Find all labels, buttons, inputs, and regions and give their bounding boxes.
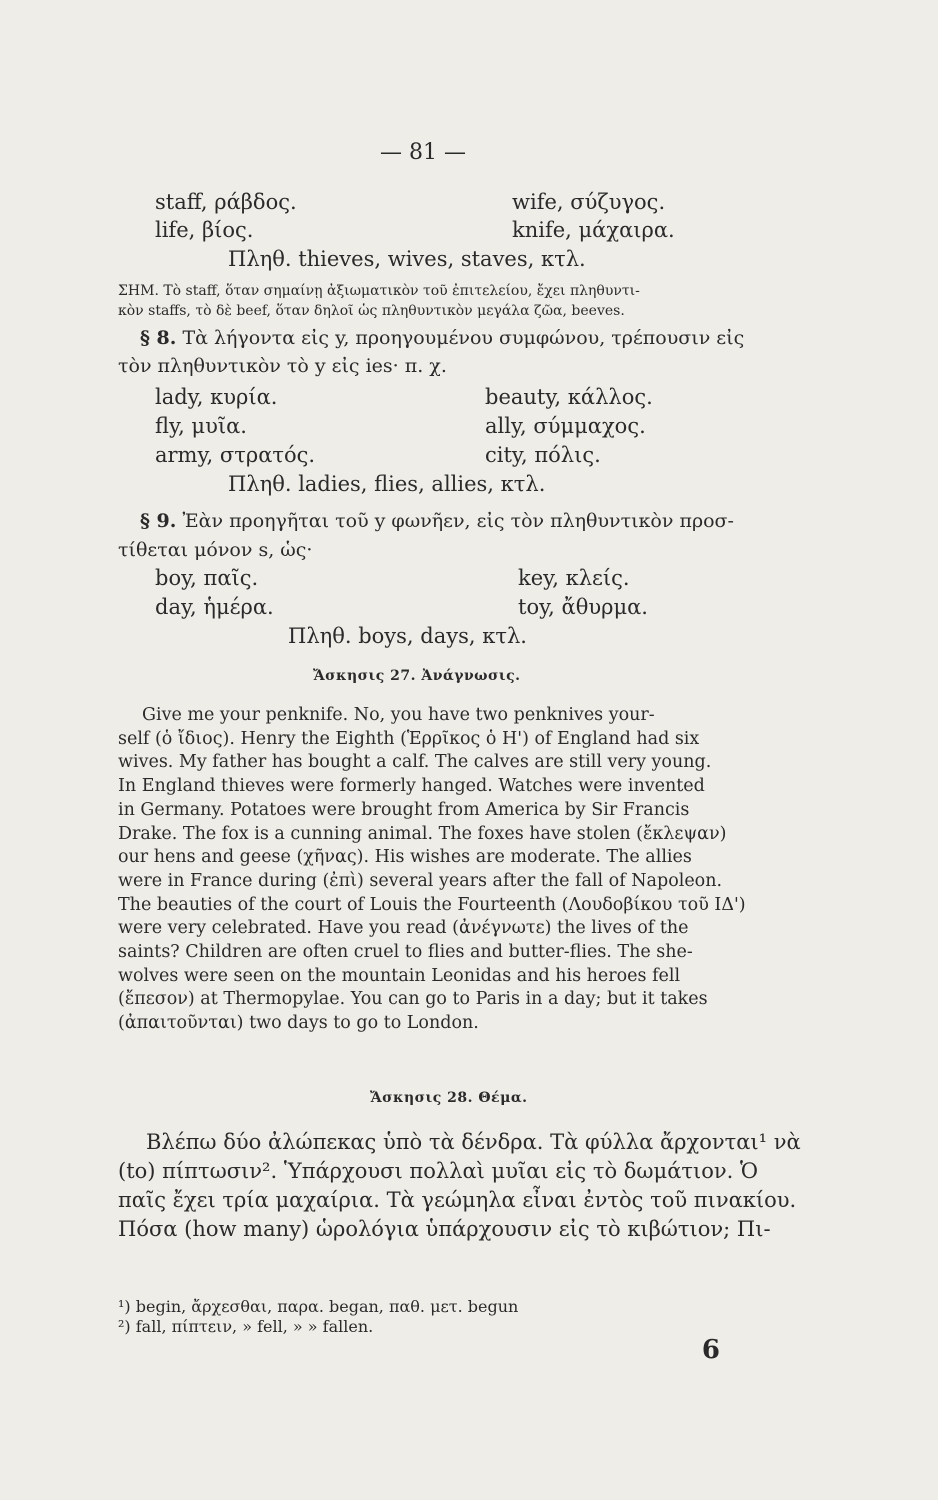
- exercise-27-line: in Germany. Potatoes were brought from America by Sir Francis: [118, 799, 690, 820]
- exercise-27-line: our hens and geese (χῆνας). His wishes are moderate. The allies: [118, 847, 692, 868]
- exercise-27-text: [118, 704, 798, 1036]
- page-number: — 81 —: [380, 140, 466, 165]
- note-line-1: ΣΗΜ. Τὸ staff, ὅταν σημαίνῃ ἀξιωματικὸν τοῦ ἐπιτελείου, ἔχει πληθυντι-: [118, 283, 640, 299]
- exercise-27-line: The beauties of the court of Louis the Fourteenth (Λουδοβίκου τοῦ ΙΔ'): [118, 894, 746, 915]
- section-8-text-1: Τὰ λήγοντα εἰς y, προηγουμένου συμφώνου, τρέπουσιν εἰς: [182, 327, 745, 349]
- exercise-27-line: self (ὁ ἴδιος). Henry the Eighth (Ἑρρῖκος ὁ Η') of England had six: [118, 728, 700, 749]
- vocab-right-1: wife, σύζυγος.: [512, 190, 666, 214]
- section-9-text-2: τίθεται μόνον s, ὡς·: [118, 539, 313, 561]
- exercise-27-line: (ἔπεσον) at Thermopylae. You can go to Paris in a day; but it takes: [118, 989, 708, 1010]
- section-8-text-2: τὸν πληθυντικὸν τὸ y εἰς ies· π. χ.: [118, 355, 447, 377]
- signature-number: 6: [701, 1335, 720, 1365]
- vocab-8-right-1: beauty, κάλλος.: [485, 385, 653, 409]
- exercise-27-line: were in France during (ἐπὶ) several years after the fall of Napoleon.: [118, 870, 723, 891]
- exercise-27-line: (ἀπαιτοῦνται) two days to go to London.: [118, 1013, 479, 1034]
- exercise-28-heading: Ἄσκησις 28. Θέμα.: [370, 1090, 528, 1106]
- exercise-28-line: παῖς ἔχει τρία μαχαίρια. Τὰ γεώμηλα εἶναι ἐντὸς τοῦ πινακίου.: [118, 1188, 797, 1212]
- exercise-27-line: wolves were seen on the mountain Leonidas and his heroes fell: [118, 965, 681, 986]
- plural-line-8: Πληθ. ladies, flies, allies, κτλ.: [228, 472, 546, 496]
- section-9-text-1: Ἐὰν προηγῆται τοῦ y φωνῆεν, εἰς τὸν πληθυντικὸν προσ-: [182, 510, 734, 532]
- vocab-8-right-3: city, πόλις.: [485, 443, 601, 467]
- vocab-9-right-2: toy, ἄθυρμα.: [518, 595, 648, 619]
- footnote-2: ²) fall, πίπτειν, » fell, » » fallen.: [118, 1317, 374, 1336]
- vocab-8-left-3: army, στρατός.: [155, 443, 316, 467]
- vocab-left-1: staff, ράβδος.: [155, 190, 297, 214]
- section-9: [140, 510, 734, 532]
- exercise-27-line: Give me your penknife. No, you have two penknives your-: [142, 705, 655, 725]
- section-8: [140, 327, 744, 349]
- exercise-28-line: Βλέπω δύο ἀλώπεκας ὑπὸ τὰ δένδρα. Τὰ φύλλα ἄρχονται¹ νὰ: [146, 1130, 801, 1154]
- exercise-27-line: were very celebrated. Have you read (ἀνέγνωτε) the lives of the: [118, 918, 689, 939]
- vocab-right-2: knife, μάχαιρα.: [512, 218, 675, 242]
- exercise-27-line: wives. My father has bought a calf. The calves are still very young.: [118, 752, 712, 773]
- vocab-8-right-2: ally, σύμμαχος.: [485, 414, 646, 438]
- exercise-27-line: In England thieves were formerly hanged. Watches were invented: [118, 776, 705, 797]
- footnote-1: ¹) begin, ἄρχεσθαι, παρα. began, παθ. μετ. begun: [118, 1297, 519, 1316]
- plural-line-9: Πληθ. boys, days, κτλ.: [288, 624, 527, 648]
- exercise-27-line: Drake. The fox is a cunning animal. The foxes have stolen (ἔκλεψαν): [118, 823, 727, 844]
- vocab-9-left-2: day, ἡμέρα.: [155, 595, 274, 619]
- exercise-28-text: [118, 1128, 801, 1244]
- exercise-28-line: Πόσα (how many) ὡρολόγια ὑπάρχουσιν εἰς τὸ κιβώτιον; Πι-: [118, 1217, 771, 1241]
- section-9-mark: § 9.: [140, 510, 177, 532]
- vocab-8-left-2: fly, μυῖα.: [155, 414, 247, 438]
- exercise-27-heading: Ἄσκησις 27. Ἀνάγνωσις.: [313, 668, 521, 684]
- exercise-27-line: saints? Children are often cruel to flies and butter-flies. The she-: [118, 942, 693, 963]
- exercise-28-line: (to) πίπτωσιν². Ὑπάρχουσι πολλαὶ μυῖαι εἰς τὸ δωμάτιον. Ὁ: [118, 1159, 759, 1183]
- vocab-8-left-1: lady, κυρία.: [155, 385, 278, 409]
- plural-line-1: Πληθ. thieves, wives, staves, κτλ.: [228, 247, 586, 271]
- vocab-9-left-1: boy, παῖς.: [155, 566, 259, 590]
- vocab-9-right-1: key, κλείς.: [518, 566, 630, 590]
- vocab-left-2: life, βίος.: [155, 218, 254, 242]
- section-8-mark: § 8.: [140, 327, 177, 349]
- footnotes: [118, 1297, 518, 1337]
- note-line-2: κὸν staffs, τὸ δὲ beef, ὅταν δηλοῖ ὡς πληθυντικὸν μεγάλα ζῶα, beeves.: [118, 303, 625, 319]
